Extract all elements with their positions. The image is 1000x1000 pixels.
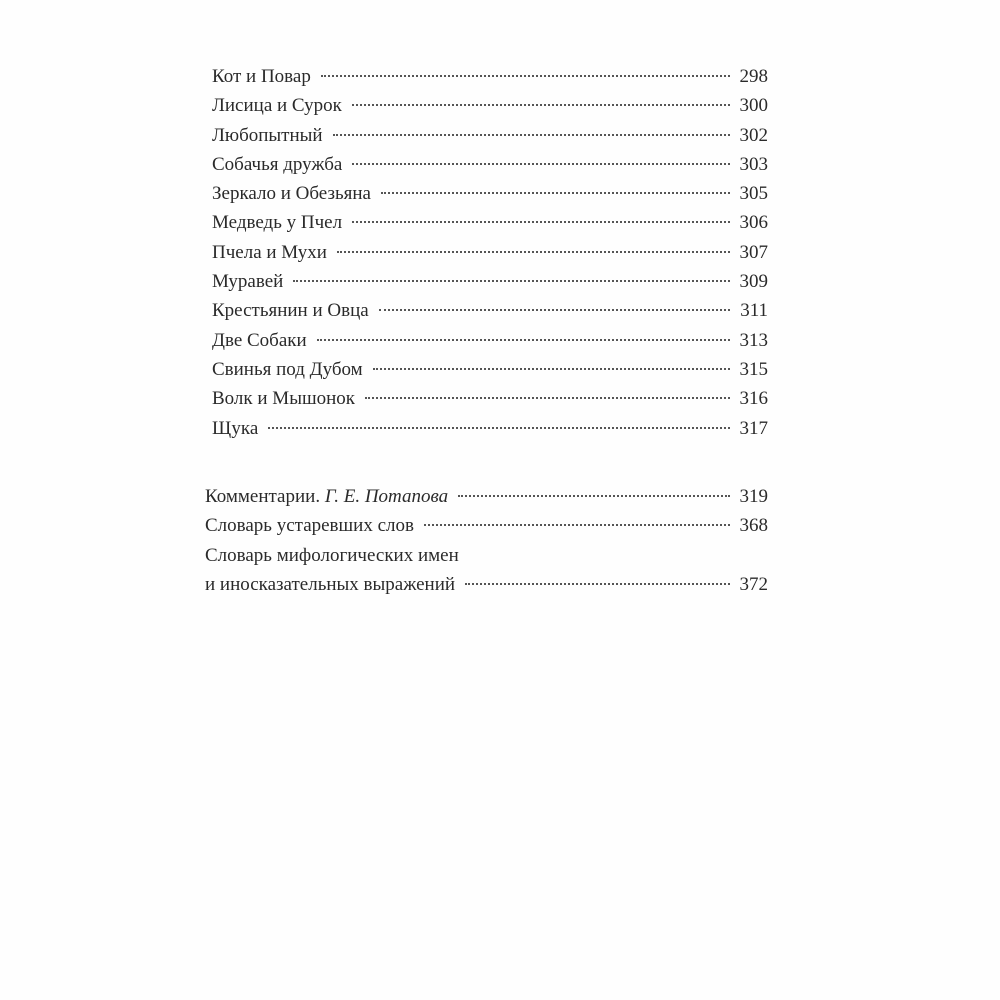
dot-leader [458,495,729,497]
toc-entry[interactable] [212,208,768,237]
toc-entry-title: Муравей [212,271,284,293]
toc-entry[interactable] [212,150,768,179]
toc-entry-title: Собачья дружба [212,153,343,175]
toc-entry-line2 [205,570,768,599]
commentary-author: Г. Е. Потапова [324,486,449,507]
toc-entry[interactable] [212,267,768,296]
toc-entry[interactable] [212,179,768,208]
toc-entry-page: 298 [739,66,768,87]
dot-leader [379,309,731,311]
toc-entry[interactable] [212,355,768,384]
toc-entry-title: Щука [212,417,259,439]
dot-leader [381,192,730,194]
dot-leader [333,134,730,136]
toc-entry[interactable] [212,326,768,355]
dot-leader [337,251,730,253]
toc-entry-title: Лисица и Сурок [212,95,342,117]
toc-entry-title: Зеркало и Обезьяна [212,183,371,205]
dot-leader [293,280,729,282]
toc-entry-dictionary[interactable] [205,511,768,540]
dot-leader [424,524,730,526]
toc-entry-page: 317 [739,417,768,439]
toc-entry-title: Пчела и Мухи [212,241,327,263]
toc-entry-page: 372 [739,573,768,595]
dot-leader [317,339,730,341]
appendix-contents [205,482,768,599]
dot-leader [352,221,729,223]
toc-entry-title: Свинья под Дубом [212,358,363,380]
dot-leader [268,427,729,429]
toc-entry-mythology[interactable] [205,541,768,600]
toc-entry[interactable] [212,62,768,91]
toc-entry-page: 306 [739,212,768,234]
toc-entry-page: 303 [739,153,768,175]
toc-entry[interactable] [212,296,768,325]
toc-entry-title: Волк и Мышонок [212,388,355,410]
commentary-title: Комментарии. [205,486,321,507]
dot-leader [365,397,730,399]
dot-leader [373,368,730,370]
dot-leader [321,75,730,77]
toc-entry[interactable] [212,384,768,413]
toc-entry-page: 305 [739,183,768,205]
toc-entry-title: Кот и Повар [212,66,311,87]
toc-entry-page: 307 [739,241,768,263]
toc-entry-page: 316 [739,388,768,410]
dot-leader [352,163,729,165]
toc-entry-page: 300 [739,95,768,117]
toc-entry[interactable] [212,91,768,120]
toc-entry-page: 309 [739,271,768,293]
toc-entry[interactable] [212,238,768,267]
toc-entry-title: Две Собаки [212,329,307,351]
dot-leader [352,104,730,106]
dot-leader [465,583,729,585]
toc-entry[interactable] [212,414,768,443]
toc-entry-title-line1: Словарь мифологических имен [205,544,459,566]
toc-entry-title [205,482,448,511]
toc-entry-page: 315 [739,358,768,380]
toc-entry-title-line2: и иносказательных выражений [205,573,456,595]
toc-entry-title: Словарь устаревших слов [205,515,414,537]
toc-entry-title: Любопытный [212,124,323,146]
toc-entry-page: 313 [739,329,768,351]
toc-entry[interactable] [212,121,768,150]
toc-entry-title: Медведь у Пчел [212,212,343,234]
toc-entry-title: Крестьянин и Овца [212,300,369,322]
toc-entry-page: 311 [740,300,768,322]
toc-entry-page: 302 [739,124,768,146]
toc-entry-commentary[interactable] [205,482,768,511]
toc-entry-page: 319 [739,486,768,507]
toc-entry-page: 368 [739,515,768,537]
table-of-contents [212,62,768,443]
